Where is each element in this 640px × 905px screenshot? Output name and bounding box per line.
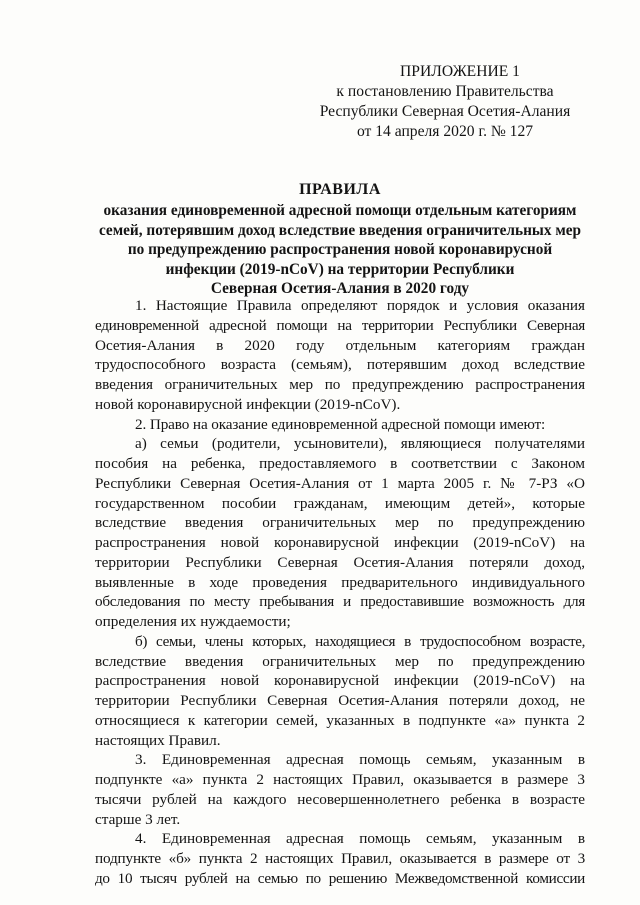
paragraph-2b [95,632,585,751]
text-line: тысячи рублей на каждого несовершеннолетнего ребенка в возрасте [95,790,585,808]
heading-line: оказания единовременной адресной помощи отдельным категориям [103,202,577,219]
text-line: распространения новой коронавирусной инфекции (2019-nCoV) на [95,672,585,690]
heading-line: инфекции (2019-nCoV) на территории Республики [165,260,515,278]
text-line: обследования по месту пребывания и предоставившие возможность для [95,593,585,611]
document-body [95,296,585,889]
text-line: территории Республики Северная Осетия-Алания потеряли доход, [95,553,585,571]
text-line: трудоспособного возраста (семьям), потерявшим доход вследствие [95,356,585,374]
text-line: подпункте «б» пункта 2 настоящих Правил, оказывается в размере от 3 [95,850,585,867]
text-line: старше 3 лет. [95,810,181,828]
appendix-header [300,62,590,142]
text-line: Республики Северная Осетия-Алания от 1 марта 2005 г. № 7-РЗ «О [95,474,585,492]
text-line: относящиеся к категории семей, указанных в подпункте «а» пункта 2 [95,711,585,729]
text-line: государственном пособии гражданам, имеющим детей», которые [95,494,585,512]
text-line: определения их нуждаемости; [95,613,291,630]
paragraph-1 [95,296,585,415]
paragraph-2a [95,434,585,632]
text-line: введения ограничительных мер по предупреждению распространения [95,376,585,393]
document-heading [80,179,600,299]
text-line: до 10 тысяч рублей на семью по решению Межведомственной комиссии [95,869,585,887]
text-line: новой коронавирусной инфекции (2019-nCoV). [95,395,401,413]
appendix-title: ПРИЛОЖЕНИЕ 1 [400,63,520,80]
text-line: территории Республики Северная Осетия-Алания потеряли доход, не [95,692,585,709]
text-line: пособия на ребенка, предоставляемого в соответствии с Законом [95,455,585,472]
heading-title: ПРАВИЛА [299,181,381,198]
text-line: б) семьи, члены которых, находящиеся в трудоспособном возрасте, [135,632,585,650]
text-line: настоящих Правил. [95,731,221,749]
text-line: 2. Право на оказание единовременной адресной помощи имеют: [135,415,546,433]
appendix-line-1: к постановлению Правительства [336,83,554,100]
text-line: Осетия-Алания в 2020 году отдельным категориям граждан [95,336,585,354]
text-line: распространения новой коронавирусной инфекции (2019-nCoV) на [95,534,585,551]
appendix-line-2: Республики Северная Осетия-Алания [319,103,571,120]
paragraph-2 [95,415,585,435]
text-line: выявленные в ходе проведения предварительного индивидуального [95,573,585,591]
heading-line: семей, потерявшим доход вследствие введения ограничительных мер [98,221,582,239]
paragraph-4 [95,829,585,888]
text-line: вследствие введения ограничительных мер по предупреждению [95,652,585,670]
text-line: а) семьи (родители, усыновители), являющиеся получателями [135,435,585,453]
heading-line: Северная Осетия-Алания в 2020 году [210,280,470,298]
text-line: единовременной адресной помощи на территории Республики Северная [95,316,585,334]
text-line: вследствие введения ограничительных мер по предупреждению [95,514,585,532]
appendix-line-3: от 14 апреля 2020 г. № 127 [356,123,534,140]
text-line: 3. Единовременная адресная помощь семьям, указанным в [135,751,585,769]
text-line: подпункте «а» пункта 2 настоящих Правил, оказывается в размере 3 [95,771,585,788]
paragraph-3 [95,750,585,829]
heading-line: по предупреждению распространения новой коронавирусной [127,241,553,259]
text-line: 4. Единовременная адресная помощь семьям, указанным в [135,830,585,848]
text-line: 1. Настоящие Правила определяют порядок и условия оказания [135,297,585,314]
